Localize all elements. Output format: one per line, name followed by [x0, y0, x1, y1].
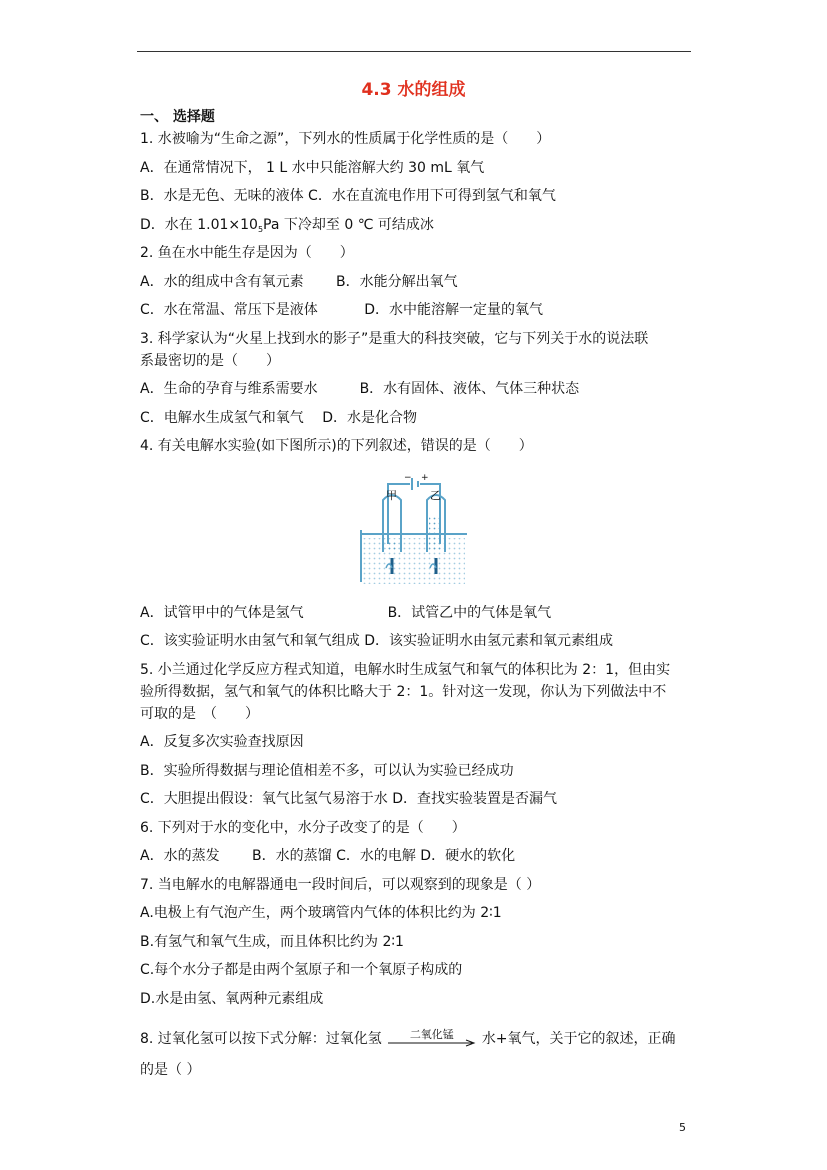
fig-jia-label: 甲 [386, 489, 397, 502]
q8-stem-post: 水+氧气，关于它的叙述，正确 [481, 1031, 676, 1047]
q8-stem-line1 [140, 1030, 676, 1048]
q1-d-sub: 5 [257, 225, 264, 234]
q4-options-ab: A．试管甲中的气体是氢气 B．试管乙中的气体是氧气 [140, 605, 552, 621]
q2-options-ab: A．水的组成中含有氧元素 B．水能分解出氧气 [140, 274, 458, 290]
q1-option-d [140, 216, 434, 239]
fig-plus-label: + [421, 473, 429, 483]
q1-stem: 1. 水被喻为“生命之源”，下列水的性质属于化学性质的是（ ） [140, 131, 551, 147]
q1-d-pre: D．水在 1.01×10 [140, 217, 258, 233]
q6-stem: 6. 下列对于水的变化中，水分子改变了的是（ ） [140, 820, 466, 836]
reaction-arrow [386, 1030, 478, 1048]
header-rule [137, 51, 691, 52]
q3-stem-line1: 3. 科学家认为“火星上找到水的影子”是重大的科技突破，它与下列关于水的说法联 [140, 331, 649, 347]
q2-stem: 2. 鱼在水中能生存是因为（ ） [140, 245, 354, 261]
q4-stem: 4. 有关电解水实验(如下图所示)的下列叙述，错误的是（ ） [140, 438, 533, 454]
q7-option-c: C.每个水分子都是由两个氢原子和一个氧原子构成的 [140, 962, 463, 978]
q5-options-cd: C．大胆提出假设：氧气比氢气易溶于水 D．查找实验装置是否漏气 [140, 791, 558, 807]
q5-option-a: A．反复多次实验查找原因 [140, 734, 304, 750]
q7-option-a: A.电极上有气泡产生，两个玻璃管内气体的体积比约为 2∶1 [140, 905, 502, 921]
q7-option-b: B.有氢气和氧气生成，而且体积比约为 2∶1 [140, 934, 404, 950]
catalyst-label: 二氧化锰 [409, 1028, 454, 1041]
q3-stem-line2: 系最密切的是（ ） [140, 353, 280, 369]
q1-option-bc: B．水是无色、无味的液体 C．水在直流电作用下可得到氢气和氧气 [140, 188, 556, 204]
q5-stem-line2: 验所得数据，氢气和氧气的体积比略大于 2：1。针对这一发现，你认为下列做法中不 [140, 684, 667, 700]
q5-option-b: B．实验所得数据与理论值相差不多，可以认为实验已经成功 [140, 763, 514, 779]
q8-stem-line2: 的是（ ） [140, 1062, 201, 1078]
page-title: 4.3 水的组成 [361, 80, 466, 100]
q5-stem-line1: 5. 小兰通过化学反应方程式知道，电解水时生成氢气和氧气的体积比为 2：1，但由实 [140, 662, 671, 678]
q6-options: A．水的蒸发 B．水的蒸馏 C．水的电解 D．硬水的软化 [140, 848, 516, 864]
q3-options-cd: C．电解水生成氢气和氧气 D．水是化合物 [140, 410, 418, 426]
electrolysis-diagram [358, 472, 470, 590]
arrow-icon [386, 1039, 478, 1047]
q3-options-ab: A．生命的孕育与维系需要水 B．水有固体、液体、气体三种状态 [140, 381, 580, 397]
section-heading: 一、 选择题 [140, 109, 215, 125]
q1-d-post: Pa 下冷却至 0 ℃ 可结成冰 [263, 217, 434, 233]
q7-stem: 7. 当电解水的电解器通电一段时间后，可以观察到的现象是（ ） [140, 877, 541, 893]
q1-option-a: A．在通常情况下， 1 L 水中只能溶解大约 30 mL 氧气 [140, 160, 485, 176]
electrolysis-figure [358, 472, 470, 590]
q2-options-cd: C．水在常温、常压下是液体 D．水中能溶解一定量的氧气 [140, 302, 544, 318]
q5-stem-line3: 可取的是 （ ） [140, 706, 259, 722]
q7-option-d: D.水是由氢、氧两种元素组成 [140, 991, 324, 1007]
q4-options-cd: C．该实验证明水由氢气和氧气组成 D．该实验证明水由氢元素和氧元素组成 [140, 633, 614, 649]
fig-minus-label: − [404, 473, 412, 483]
page-number: 5 [679, 1121, 686, 1134]
q8-stem-pre: 8. 过氧化氢可以按下式分解：过氧化氢 [140, 1031, 382, 1047]
fig-yi-label: 乙 [430, 489, 441, 502]
